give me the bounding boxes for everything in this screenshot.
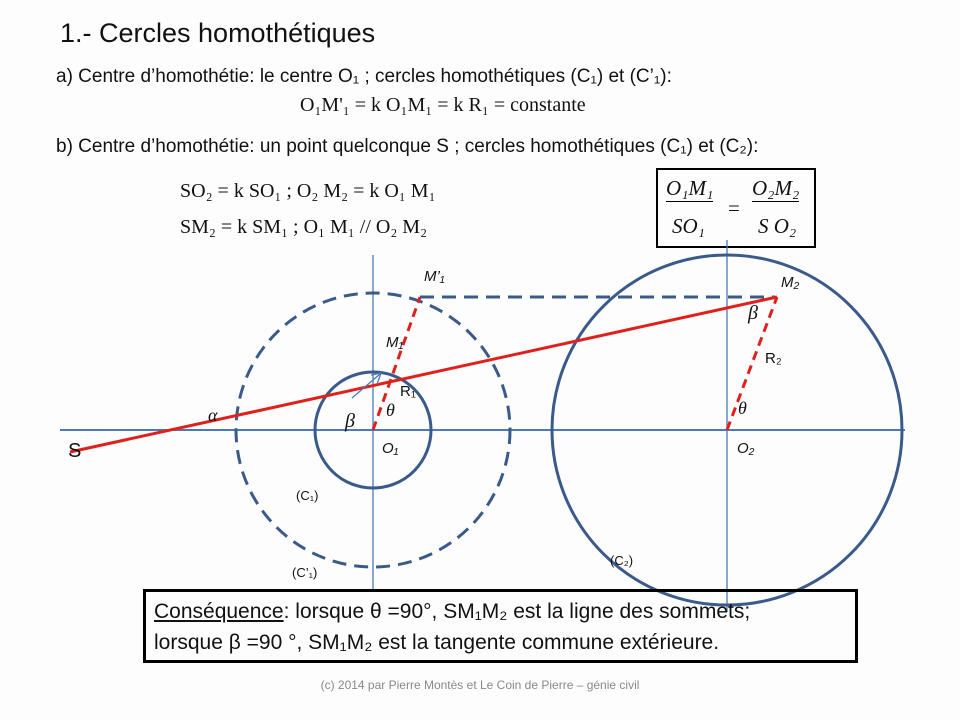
line-sm1m2 xyxy=(70,297,777,452)
label-r1: R₁ xyxy=(400,383,416,400)
label-r2: R₂ xyxy=(765,350,782,367)
consequence-box xyxy=(143,589,858,663)
label-c2: (C₂) xyxy=(610,553,634,568)
consequence-heading: Conséquence xyxy=(154,600,284,623)
label-m1-prime: M’₁ xyxy=(424,268,445,285)
label-theta2: θ xyxy=(738,398,747,418)
radius-o1m1p xyxy=(373,297,420,430)
label-alpha: α xyxy=(208,405,218,425)
label-beta2: β xyxy=(748,302,758,324)
label-m1: M₁ xyxy=(386,334,404,351)
label-m2: M₂ xyxy=(781,274,800,291)
frac-den2: S O₂ xyxy=(758,214,797,238)
label-beta1: β xyxy=(345,410,355,432)
label-theta1: θ xyxy=(386,400,395,420)
label-o2: O₂ xyxy=(737,440,755,457)
section-b-text: b) Centre d’homothétie: un point quelconque S ; cercles homothétiques (C₁) et (C₂): xyxy=(56,136,759,157)
label-c1-prime: (C’₁) xyxy=(292,565,318,580)
section-b-eq2: SM₂ = k SM₁ ; O₁ M₁ // O₂ M₂ xyxy=(180,216,428,238)
frac-equals: = xyxy=(728,196,740,220)
slide-title: 1.- Cercles homothétiques xyxy=(60,18,376,48)
label-s: S xyxy=(68,440,82,462)
section-a-text: a) Centre d’homothétie: le centre O₁ ; cercles homothétiques (C₁) et (C’₁): xyxy=(56,66,672,87)
footer-copyright: (c) 2014 par Pierre Montès et Le Coin de Pierre – génie civil xyxy=(320,678,640,692)
label-o1: O₁ xyxy=(382,440,399,457)
section-a-equation: O₁M'₁ = k O₁M₁ = k R₁ = constante xyxy=(300,94,586,116)
label-c1: (C₁) xyxy=(296,488,319,503)
section-b-eq1: SO₂ = k SO₁ ; O₂ M₂ = k O₁ M₁ xyxy=(180,180,436,202)
frac-num1: O₁M₁ xyxy=(666,176,714,200)
consequence-line1: : lorsque θ =90°, SM₁M₂ est la ligne des sommets; xyxy=(283,600,751,623)
frac-den1: SO₁ xyxy=(672,214,705,238)
frac-num2: O₂M₂ xyxy=(752,176,800,200)
consequence-line2: lorsque β =90 °, SM₁M₂ est la tangente commune extérieure. xyxy=(154,631,720,654)
